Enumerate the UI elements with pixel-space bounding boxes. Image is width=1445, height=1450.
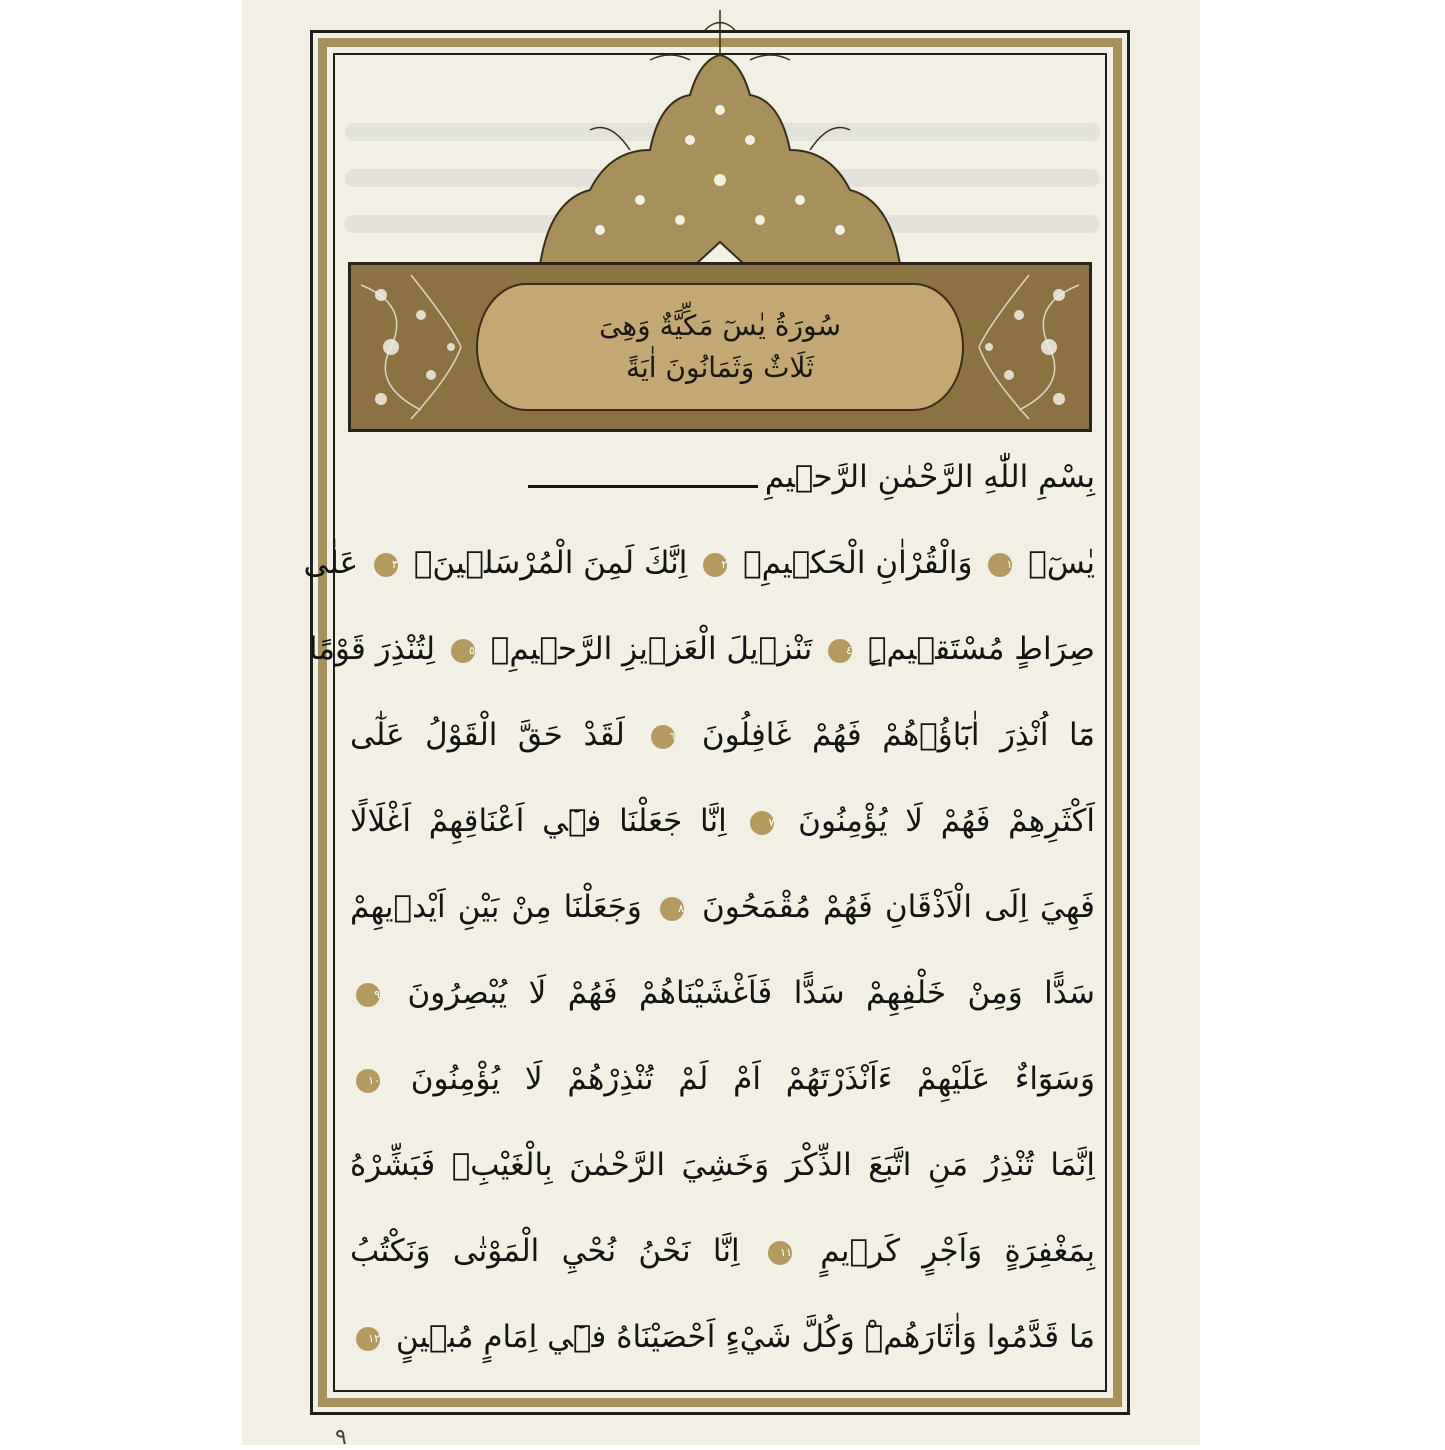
verse-text: وَجَعَلْنَا مِنْ بَيْنِ اَيْد۪يهِمْ bbox=[350, 889, 642, 925]
verse-text: لَقَدْ حَقَّ الْقَوْلُ عَلٰٓى bbox=[350, 717, 625, 753]
verse-text: سَدًّا وَمِنْ خَلْفِهِمْ سَدًّا فَاَغْشَيْنَاهُمْ فَهُمْ لَا يُبْصِرُونَ bbox=[407, 975, 1095, 1011]
verse-text: يٰسٓۜ bbox=[1028, 545, 1095, 581]
verse-text: وَالْقُرْاٰنِ الْحَك۪يمِۙ bbox=[743, 545, 973, 581]
text-line-8 bbox=[350, 1136, 1095, 1194]
ayah-marker: ١٠ bbox=[356, 1069, 380, 1093]
ayah-marker: ٤ bbox=[828, 639, 852, 663]
verse-text: اِنَّمَا تُنْذِرُ مَنِ اتَّبَعَ الذِّكْرَ وَخَشِيَ الرَّحْمٰنَ بِالْغَيْبِۚ فَبَشِّرْهُ bbox=[350, 1147, 1095, 1183]
surah-header-panel bbox=[348, 262, 1092, 432]
verse-text: مَا قَدَّمُوا وَاٰثَارَهُمْۜ وَكُلَّ شَيْءٍ اَحْصَيْنَاهُ ف۪ٓي اِمَامٍ مُب۪ينٍ bbox=[395, 1319, 1095, 1355]
text-line-3 bbox=[350, 706, 1095, 764]
text-line-2 bbox=[308, 620, 1095, 678]
text-line-7 bbox=[350, 1050, 1095, 1108]
verse-text: لِتُنْذِرَ قَوْمًا bbox=[308, 631, 436, 667]
verse-text: وَسَوَٓاءٌ عَلَيْهِمْ ءَاَنْذَرْتَهُمْ اَمْ لَمْ تُنْذِرْهُمْ لَا يُؤْمِنُونَ bbox=[410, 1061, 1095, 1097]
ayah-marker: ٧ bbox=[750, 811, 774, 835]
verse-text: اِنَّا نَحْنُ نُحْيِ الْمَوْتٰى وَنَكْتُبُ bbox=[350, 1233, 740, 1269]
quran-text-block bbox=[303, 448, 1096, 1390]
verse-text: تَنْز۪يلَ الْعَز۪يزِ الرَّح۪يمِۙ bbox=[490, 631, 813, 667]
verse-text: اِنَّكَ لَمِنَ الْمُرْسَل۪ينَۙ bbox=[413, 545, 688, 581]
basmala: بِسْمِ اللّٰهِ الرَّحْمٰنِ الرَّح۪يمِ bbox=[764, 459, 1095, 495]
ayah-marker: ٩ bbox=[356, 983, 380, 1007]
ayah-marker: ٥ bbox=[451, 639, 475, 663]
text-line-10 bbox=[350, 1308, 1095, 1366]
verse-text: اِنَّا جَعَلْنَا ف۪ٓي اَعْنَاقِهِمْ اَغْلَالًا bbox=[350, 803, 727, 839]
verse-text: صِرَاطٍ مُسْتَق۪يمٍۜ bbox=[867, 631, 1095, 667]
right-ornament bbox=[959, 265, 1089, 429]
verse-text: مَٓا اُنْذِرَ اٰبَٓاؤُ۬هُمْ فَهُمْ غَافِلُونَ bbox=[701, 717, 1096, 753]
ayah-marker: ٨ bbox=[660, 897, 684, 921]
ayah-marker: ١١ bbox=[768, 1241, 792, 1265]
verse-text: بِمَغْفِرَةٍ وَاَجْرٍ كَر۪يمٍ bbox=[820, 1233, 1095, 1269]
text-line-1 bbox=[303, 534, 1095, 592]
text-line-6 bbox=[350, 964, 1095, 1022]
verse-text: عَلٰى bbox=[303, 545, 359, 581]
verse-text: اَكْثَرِهِمْ فَهُمْ لَا يُؤْمِنُونَ bbox=[798, 803, 1095, 839]
text-line-9 bbox=[350, 1222, 1095, 1280]
verse-text: فَهِيَ اِلَى الْاَذْقَانِ فَهُمْ مُقْمَحُونَ bbox=[701, 889, 1095, 925]
ayah-marker: ١٢ bbox=[356, 1327, 380, 1351]
page-number: ٩ bbox=[335, 1425, 347, 1450]
ayah-marker: ٦ bbox=[651, 725, 675, 749]
text-line-4 bbox=[350, 792, 1095, 850]
ayah-marker: ٣ bbox=[374, 553, 398, 577]
ayah-marker: ١ bbox=[988, 553, 1012, 577]
surah-title-line-2: ثَلَاثٌ وَثَمَانُونَ اٰيَةً bbox=[625, 351, 815, 384]
text-line-5 bbox=[350, 878, 1095, 936]
title-cartouche bbox=[476, 283, 964, 411]
ayah-marker: ٢ bbox=[703, 553, 727, 577]
illumination-crown bbox=[520, 0, 920, 265]
surah-title-line-1: سُورَةُ يٰسٓ مَكِّيَّةٌ وَهِىَ bbox=[599, 309, 841, 342]
left-ornament bbox=[351, 265, 481, 429]
